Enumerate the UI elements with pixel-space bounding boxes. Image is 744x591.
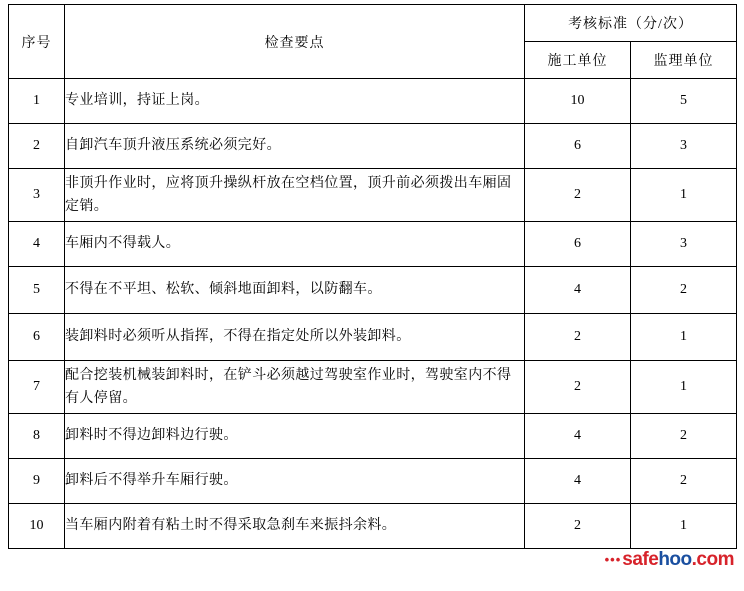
table-row xyxy=(9,222,737,267)
header-inspection-point: 检查要点 xyxy=(65,5,525,79)
row-construction-score: 2 xyxy=(525,361,631,414)
row-no: 7 xyxy=(9,361,65,414)
table-body xyxy=(9,79,737,549)
row-construction-score: 4 xyxy=(525,459,631,504)
row-point: 专业培训，持证上岗。 xyxy=(65,79,525,124)
row-construction-score: 6 xyxy=(525,222,631,267)
row-no: 3 xyxy=(9,169,65,222)
watermark-text-safe: safe xyxy=(622,549,659,570)
row-supervision-score: 1 xyxy=(631,361,737,414)
row-supervision-score: 2 xyxy=(631,459,737,504)
header-no: 序号 xyxy=(9,5,65,79)
table-row xyxy=(9,314,737,361)
row-supervision-score: 2 xyxy=(631,414,737,459)
watermark-text-com: .com xyxy=(691,549,734,570)
table-row xyxy=(9,267,737,314)
table-row xyxy=(9,361,737,414)
table-row xyxy=(9,169,737,222)
row-point: 非顶升作业时，应将顶升操纵杆放在空档位置，顶升前必须拨出车厢固定销。 xyxy=(65,169,525,222)
row-point: 卸料时不得边卸料边行驶。 xyxy=(65,414,525,459)
header-construction-unit: 施工单位 xyxy=(525,42,631,79)
row-no: 6 xyxy=(9,314,65,361)
row-point: 装卸料时必须听从指挥，不得在指定处所以外装卸料。 xyxy=(65,314,525,361)
row-supervision-score: 3 xyxy=(631,124,737,169)
watermark-dots: ••• xyxy=(604,552,622,567)
table-header xyxy=(9,5,737,79)
table-row xyxy=(9,504,737,549)
row-supervision-score: 2 xyxy=(631,267,737,314)
row-no: 8 xyxy=(9,414,65,459)
row-point: 卸料后不得举升车厢行驶。 xyxy=(65,459,525,504)
table-row xyxy=(9,124,737,169)
site-watermark xyxy=(605,550,734,569)
row-no: 5 xyxy=(9,267,65,314)
table-row xyxy=(9,414,737,459)
row-no: 2 xyxy=(9,124,65,169)
row-no: 1 xyxy=(9,79,65,124)
row-supervision-score: 3 xyxy=(631,222,737,267)
row-construction-score: 2 xyxy=(525,504,631,549)
header-row-top xyxy=(9,5,737,42)
row-point: 当车厢内附着有粘土时不得采取急刹车来振抖余料。 xyxy=(65,504,525,549)
header-supervision-unit: 监理单位 xyxy=(631,42,737,79)
header-assessment-standard: 考核标准（分/次） xyxy=(525,5,737,42)
row-construction-score: 2 xyxy=(525,314,631,361)
table-row xyxy=(9,79,737,124)
row-construction-score: 4 xyxy=(525,414,631,459)
row-construction-score: 2 xyxy=(525,169,631,222)
row-no: 4 xyxy=(9,222,65,267)
row-construction-score: 6 xyxy=(525,124,631,169)
row-supervision-score: 1 xyxy=(631,314,737,361)
watermark-text-hoo: hoo xyxy=(658,549,692,570)
row-point: 配合挖装机械装卸料时，在铲斗必须越过驾驶室作业时，驾驶室内不得有人停留。 xyxy=(65,361,525,414)
row-construction-score: 4 xyxy=(525,267,631,314)
row-no: 10 xyxy=(9,504,65,549)
row-construction-score: 10 xyxy=(525,79,631,124)
row-supervision-score: 5 xyxy=(631,79,737,124)
row-supervision-score: 1 xyxy=(631,504,737,549)
table-row xyxy=(9,459,737,504)
row-point: 不得在不平坦、松软、倾斜地面卸料，以防翻车。 xyxy=(65,267,525,314)
row-no: 9 xyxy=(9,459,65,504)
row-point: 车厢内不得载人。 xyxy=(65,222,525,267)
row-supervision-score: 1 xyxy=(631,169,737,222)
inspection-checklist-table xyxy=(8,4,737,549)
row-point: 自卸汽车顶升液压系统必须完好。 xyxy=(65,124,525,169)
